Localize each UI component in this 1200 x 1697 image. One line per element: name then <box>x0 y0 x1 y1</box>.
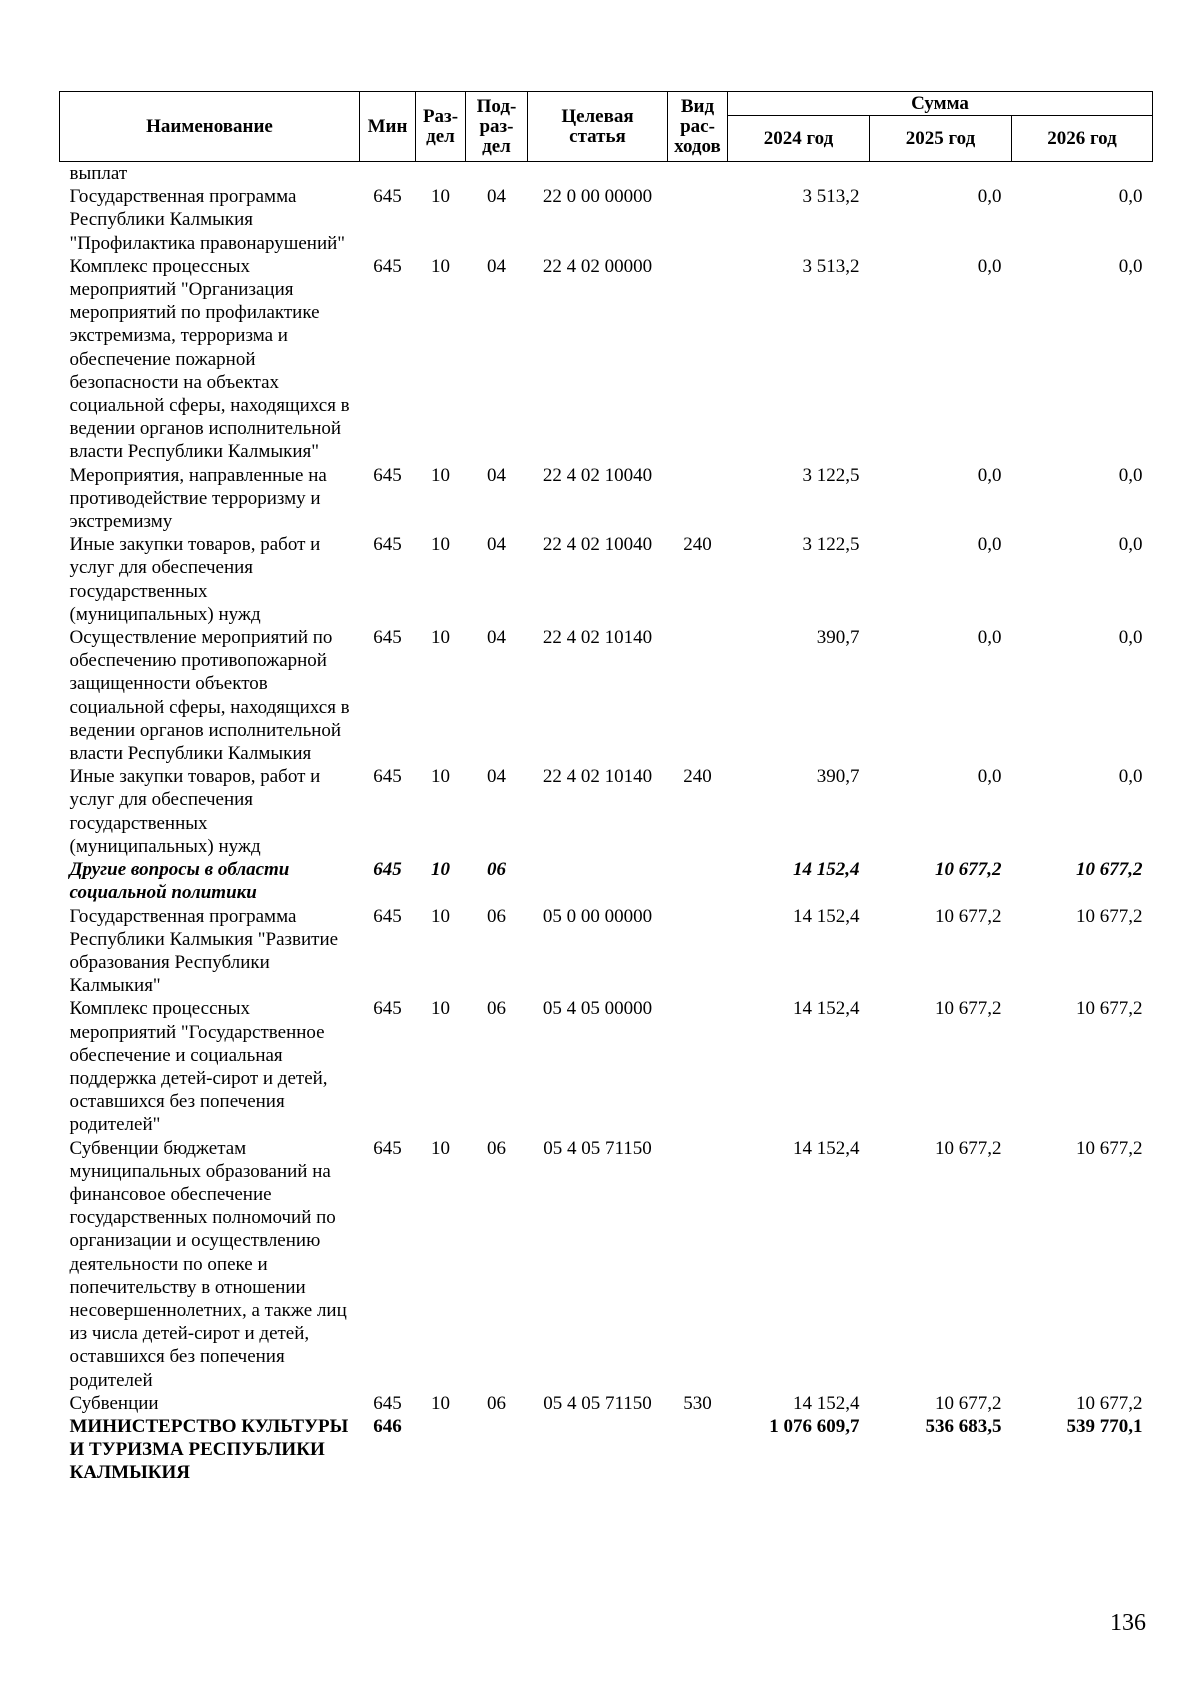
cell-y2024: 14 152,4 <box>793 905 860 927</box>
cell-y2024: 3 122,5 <box>802 534 860 556</box>
cell-y2026: 10 677,2 <box>1076 905 1143 927</box>
cell-y2024: 14 152,4 <box>793 859 860 881</box>
cell-name: Комплекс процессных мероприятий "Государственное обеспечение и социальная поддержка детей-сирот и детей, оставшихся без попечения родителей" <box>69 998 328 1136</box>
header-podrazdel: Под- раз- дел <box>466 92 528 162</box>
cell-vid <box>668 1415 728 1485</box>
cell-y2024: 390,7 <box>816 766 860 788</box>
cell-target <box>528 162 668 186</box>
cell-y2024: 14 152,4 <box>793 1392 860 1414</box>
cell-razdel: 10 <box>431 1137 450 1159</box>
cell-min: 645 <box>373 186 402 208</box>
table-row <box>60 858 1153 904</box>
cell-podrazdel: 06 <box>487 905 506 927</box>
cell-y2024: 14 152,4 <box>793 1137 860 1159</box>
cell-y2025: 0,0 <box>977 464 1002 486</box>
cell-y2026: 0,0 <box>1118 534 1143 556</box>
cell-podrazdel: 06 <box>487 998 506 1020</box>
cell-vid <box>668 1137 728 1392</box>
cell-y2026: 0,0 <box>1118 255 1143 277</box>
cell-name: Мероприятия, направленные на противодействие терроризму и экстремизму <box>69 464 327 533</box>
cell-y2026: 0,0 <box>1118 186 1143 208</box>
cell-y2026: 0,0 <box>1118 464 1143 486</box>
cell-target: 22 4 02 10040 <box>542 464 653 486</box>
cell-razdel: 10 <box>431 905 450 927</box>
cell-name: Осуществление мероприятий по обеспечению противопожарной защищенности объектов социальной сферы, находящихся в ведении органов исполнительной власти Республики Калмыкия <box>69 627 350 765</box>
cell-vid <box>668 255 728 464</box>
cell-name: Государственная программа Республики Калмыкия "Развитие образования Республики Калмыкия" <box>69 905 339 997</box>
cell-razdel: 10 <box>431 859 450 881</box>
cell-razdel: 10 <box>431 766 450 788</box>
cell-y2024: 3 122,5 <box>802 464 860 486</box>
table-row <box>60 464 1153 534</box>
table-row <box>60 1415 1153 1485</box>
cell-name: МИНИСТЕРСТВО КУЛЬТУРЫ И ТУРИЗМА РЕСПУБЛИКИ КАЛМЫКИЯ <box>69 1415 349 1484</box>
cell-y2025: 10 677,2 <box>935 1137 1002 1159</box>
cell-podrazdel <box>466 1415 528 1485</box>
cell-name: Иные закупки товаров, работ и услуг для обеспечения государственных (муниципальных) нужд <box>69 766 321 857</box>
cell-podrazdel: 06 <box>487 859 506 881</box>
cell-y2025: 0,0 <box>977 766 1002 788</box>
cell-y2025 <box>870 162 1012 186</box>
table-row <box>60 1137 1153 1392</box>
cell-razdel <box>416 162 466 186</box>
table-row <box>60 997 1153 1136</box>
cell-y2025: 0,0 <box>977 627 1002 649</box>
cell-razdel: 10 <box>431 534 450 556</box>
table-row <box>60 905 1153 998</box>
cell-y2025: 10 677,2 <box>935 998 1002 1020</box>
cell-y2024: 390,7 <box>816 627 860 649</box>
cell-y2026: 10 677,2 <box>1076 859 1143 881</box>
cell-min: 645 <box>373 627 402 649</box>
cell-y2026: 10 677,2 <box>1076 1392 1143 1414</box>
cell-y2024: 14 152,4 <box>793 998 860 1020</box>
cell-y2025: 10 677,2 <box>935 1392 1002 1414</box>
budget-table-page <box>59 91 1152 1485</box>
cell-vid <box>668 905 728 998</box>
header-2024: 2024 год <box>728 116 870 162</box>
table-row <box>60 1392 1153 1415</box>
cell-y2024: 3 513,2 <box>802 255 860 277</box>
cell-min: 645 <box>373 766 402 788</box>
cell-name: Другие вопросы в области социальной политики <box>69 859 290 904</box>
cell-vid: 530 <box>683 1392 712 1414</box>
cell-razdel <box>416 1415 466 1485</box>
cell-target <box>528 1415 668 1485</box>
cell-y2026: 10 677,2 <box>1076 998 1143 1020</box>
table-row <box>60 255 1153 464</box>
cell-razdel: 10 <box>431 186 450 208</box>
cell-min: 645 <box>373 1392 402 1414</box>
header-2025: 2025 год <box>870 116 1012 162</box>
cell-podrazdel: 04 <box>487 766 506 788</box>
cell-razdel: 10 <box>431 464 450 486</box>
cell-razdel: 10 <box>431 998 450 1020</box>
cell-min: 645 <box>373 255 402 277</box>
cell-podrazdel: 04 <box>487 255 506 277</box>
header-min: Мин <box>360 92 416 162</box>
cell-target: 22 4 02 10040 <box>542 534 653 556</box>
cell-min: 645 <box>373 905 402 927</box>
cell-y2025: 536 683,5 <box>925 1415 1002 1437</box>
cell-target: 05 4 05 00000 <box>542 998 653 1020</box>
cell-podrazdel <box>466 162 528 186</box>
cell-vid: 240 <box>683 766 712 788</box>
cell-name: Субвенции <box>69 1392 159 1414</box>
header-2026: 2026 год <box>1012 116 1153 162</box>
cell-min: 645 <box>373 998 402 1020</box>
header-vid: Вид рас- ходов <box>668 92 728 162</box>
cell-name: Субвенции бюджетам муниципальных образований на финансовое обеспечение государственных полномочий по организации и осуществлению деятельности по опеке и попечительству в отношении несовершеннолетних, а также лиц из числа детей-сирот и детей, оставшихся без попечения родителей <box>69 1137 347 1391</box>
budget-table <box>59 91 1153 1485</box>
table-row <box>60 533 1153 626</box>
cell-target: 05 4 05 71150 <box>543 1392 652 1414</box>
cell-podrazdel: 04 <box>487 186 506 208</box>
cell-vid <box>668 997 728 1136</box>
table-header <box>60 92 1153 162</box>
cell-min <box>360 162 416 186</box>
cell-y2024: 1 076 609,7 <box>769 1415 860 1437</box>
cell-target: 22 4 02 10140 <box>542 766 653 788</box>
cell-name: выплат <box>69 163 128 184</box>
cell-razdel: 10 <box>431 627 450 649</box>
header-summa: Сумма <box>728 92 1153 116</box>
cell-razdel: 10 <box>431 1392 450 1414</box>
header-target: Целевая статья <box>528 92 668 162</box>
cell-vid <box>668 185 728 255</box>
cell-target: 22 4 02 00000 <box>542 255 653 277</box>
header-razdel: Раз- дел <box>416 92 466 162</box>
cell-y2026: 0,0 <box>1118 766 1143 788</box>
cell-podrazdel: 06 <box>487 1137 506 1159</box>
cell-target <box>528 858 668 904</box>
cell-min: 645 <box>373 859 402 881</box>
cell-min: 645 <box>373 1137 402 1159</box>
cell-podrazdel: 04 <box>487 464 506 486</box>
table-row <box>60 162 1153 186</box>
cell-podrazdel: 04 <box>487 627 506 649</box>
cell-y2026: 539 770,1 <box>1066 1415 1143 1437</box>
table-row <box>60 626 1153 765</box>
page-number: 136 <box>1110 1610 1146 1636</box>
cell-vid <box>668 464 728 534</box>
cell-y2025: 0,0 <box>977 255 1002 277</box>
cell-y2025: 0,0 <box>977 186 1002 208</box>
cell-podrazdel: 04 <box>487 534 506 556</box>
cell-y2026: 10 677,2 <box>1076 1137 1143 1159</box>
cell-name: Иные закупки товаров, работ и услуг для обеспечения государственных (муниципальных) нужд <box>69 534 321 625</box>
cell-razdel: 10 <box>431 255 450 277</box>
cell-vid <box>668 858 728 904</box>
cell-name: Государственная программа Республики Калмыкия "Профилактика правонарушений" <box>69 186 346 254</box>
table-row <box>60 185 1153 255</box>
cell-vid <box>668 162 728 186</box>
cell-y2025: 10 677,2 <box>935 859 1002 881</box>
cell-target: 05 0 00 00000 <box>542 905 653 927</box>
cell-vid <box>668 626 728 765</box>
cell-y2026: 0,0 <box>1118 627 1143 649</box>
cell-y2026 <box>1012 162 1153 186</box>
cell-podrazdel: 06 <box>487 1392 506 1414</box>
cell-min: 646 <box>373 1415 402 1437</box>
cell-y2025: 10 677,2 <box>935 905 1002 927</box>
cell-name: Комплекс процессных мероприятий "Организация мероприятий по профилактике экстремизма, терроризма и обеспечение пожарной безопасности на объектах социальной сферы, находящихся в ведении органов исполнительной власти Республики Калмыкия" <box>69 255 350 463</box>
cell-target: 22 0 00 00000 <box>542 186 653 208</box>
cell-y2024 <box>728 162 870 186</box>
header-name: Наименование <box>60 92 360 162</box>
table-body <box>60 162 1153 1485</box>
cell-target: 22 4 02 10140 <box>542 627 653 649</box>
cell-vid: 240 <box>683 534 712 556</box>
cell-target: 05 4 05 71150 <box>543 1137 652 1159</box>
table-row <box>60 765 1153 858</box>
cell-y2024: 3 513,2 <box>802 186 860 208</box>
cell-min: 645 <box>373 534 402 556</box>
cell-min: 645 <box>373 464 402 486</box>
cell-y2025: 0,0 <box>977 534 1002 556</box>
